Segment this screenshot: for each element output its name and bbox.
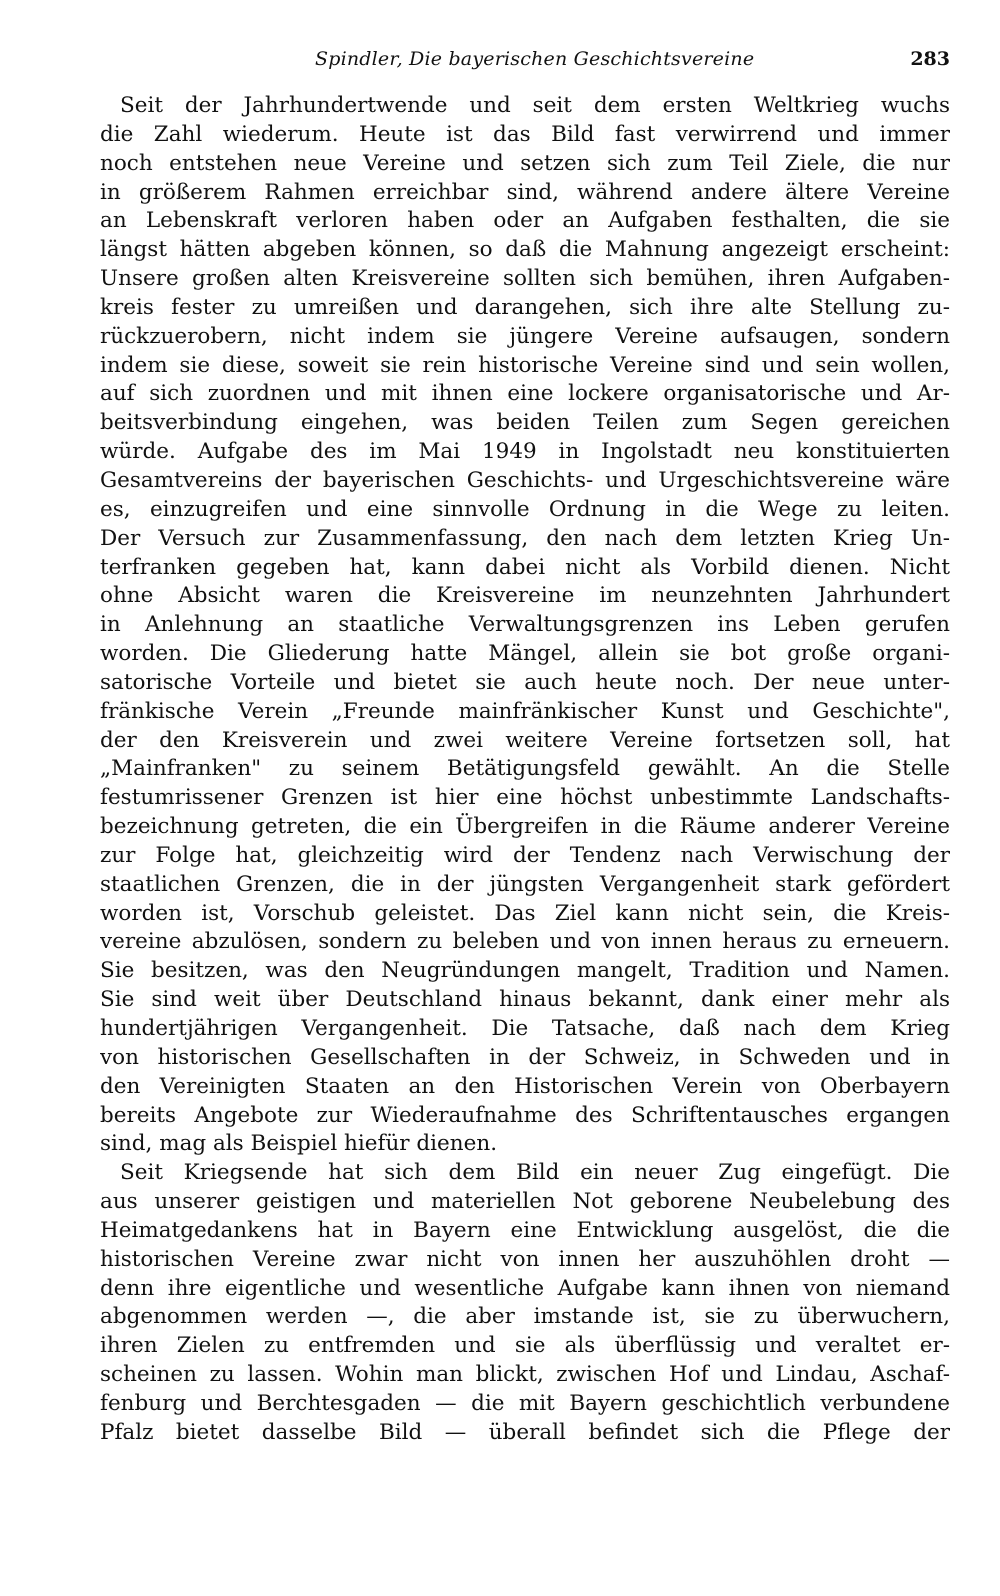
- text-line: bezeichnung getreten, die ein Übergreifen in die Räume anderer Vereine: [100, 814, 950, 840]
- text-line: abgenommen werden —, die aber imstande ist, sie zu überwuchern,: [100, 1304, 950, 1330]
- text-line: hundertjährigen Vergangenheit. Die Tatsache, daß nach dem Krieg: [100, 1016, 950, 1041]
- text-line: „Mainfranken" zu seinem Betätigungsfeld gewählt. An die Stelle: [100, 756, 950, 782]
- body-text: [100, 92, 950, 1448]
- running-head: [100, 48, 950, 78]
- text-line: Der Versuch zur Zusammenfassung, den nach dem letzten Krieg Un-: [100, 525, 950, 551]
- text-line: kreis fester zu umreißen und darangehen, sich ihre alte Stellung zu-: [100, 294, 950, 320]
- text-line: noch entstehen neue Vereine und setzen sich zum Teil Ziele, die nur: [100, 150, 950, 176]
- text-line: worden ist, Vorschub geleistet. Das Ziel kann nicht sein, die Kreis-: [100, 900, 950, 926]
- text-line: Gesamtvereins der bayerischen Geschichts- und Urgeschichtsvereine wäre: [100, 467, 950, 493]
- text-line: terfranken gegeben hat, kann dabei nicht als Vorbild dienen. Nicht: [100, 554, 950, 580]
- text-line: Unsere großen alten Kreisvereine sollten sich bemühen, ihren Aufgaben-: [100, 266, 950, 292]
- text-line: Pfalz bietet dasselbe Bild — überall befindet sich die Pflege der: [100, 1419, 950, 1445]
- text-line: Sie besitzen, was den Neugründungen mangelt, Tradition und Namen.: [100, 958, 950, 984]
- text-line: indem sie diese, soweit sie rein historische Vereine sind und sein wollen,: [100, 352, 950, 378]
- text-line: Sie sind weit über Deutschland hinaus bekannt, dank einer mehr als: [100, 987, 950, 1013]
- text-line: beitsverbindung eingehen, was beiden Teilen zum Segen gereichen: [100, 410, 950, 436]
- text-line: in größerem Rahmen erreichbar sind, während andere ältere Vereine: [100, 179, 950, 205]
- text-line: Seit der Jahrhundertwende und seit dem ersten Weltkrieg wuchs: [120, 93, 950, 118]
- text-line: Heimatgedankens hat in Bayern eine Entwicklung ausgelöst, die die: [100, 1217, 950, 1243]
- text-line: sind, mag als Beispiel hiefür dienen.: [100, 1131, 498, 1157]
- text-line: auf sich zuordnen und mit ihnen eine lockere organisatorische und Ar-: [100, 381, 950, 407]
- text-line: vereine abzulösen, sondern zu beleben und von innen heraus zu erneuern.: [100, 929, 950, 955]
- text-line: ohne Absicht waren die Kreisvereine im neunzehnten Jahrhundert: [100, 583, 950, 609]
- text-line: die Zahl wiederum. Heute ist das Bild fast verwirrend und immer: [100, 121, 950, 147]
- text-line: satorische Vorteile und bietet sie auch heute noch. Der neue unter-: [100, 669, 950, 695]
- text-line: würde. Aufgabe des im Mai 1949 in Ingolstadt neu konstituierten: [100, 439, 950, 465]
- text-line: der den Kreisverein und zwei weitere Vereine fortsetzen soll, hat: [100, 727, 950, 753]
- text-line: staatlichen Grenzen, die in der jüngsten Vergangenheit stark gefördert: [100, 871, 950, 897]
- text-line: denn ihre eigentliche und wesentliche Aufgabe kann ihnen von niemand: [100, 1275, 950, 1301]
- running-title: Spindler, Die bayerischen Geschichtsvereine: [315, 48, 755, 70]
- text-line: fenburg und Berchtesgaden — die mit Bayern geschichtlich verbundene: [100, 1390, 950, 1416]
- text-line: worden. Die Gliederung hatte Mängel, allein sie bot große organi-: [100, 641, 950, 667]
- text-line: ihren Zielen zu entfremden und sie als überflüssig und veraltet er-: [100, 1333, 950, 1359]
- page-number: 283: [910, 48, 950, 70]
- text-line: in Anlehnung an staatliche Verwaltungsgrenzen ins Leben gerufen: [100, 612, 950, 638]
- text-line: bereits Angebote zur Wiederaufnahme des Schriftentausches ergangen: [100, 1102, 950, 1128]
- text-line: festumrissener Grenzen ist hier eine höchst unbestimmte Landschafts-: [100, 785, 950, 811]
- text-line: Seit Kriegsende hat sich dem Bild ein neuer Zug eingefügt. Die: [120, 1160, 950, 1186]
- text-line: zur Folge hat, gleichzeitig wird der Tendenz nach Verwischung der: [100, 842, 950, 868]
- text-line: aus unserer geistigen und materiellen Not geborene Neubelebung des: [100, 1189, 950, 1215]
- text-line: historischen Vereine zwar nicht von innen her auszuhöhlen droht —: [100, 1246, 950, 1272]
- text-line: rückzuerobern, nicht indem sie jüngere Vereine aufsaugen, sondern: [100, 323, 950, 349]
- text-line: scheinen zu lassen. Wohin man blickt, zwischen Hof und Lindau, Aschaf-: [100, 1362, 950, 1388]
- text-line: an Lebenskraft verloren haben oder an Aufgaben festhalten, die sie: [100, 208, 950, 234]
- text-line: es, einzugreifen und eine sinnvolle Ordnung in die Wege zu leiten.: [100, 496, 950, 522]
- text-line: fränkische Verein „Freunde mainfränkischer Kunst und Geschichte",: [100, 698, 950, 724]
- text-line: längst hätten abgeben können, so daß die Mahnung angezeigt erscheint:: [100, 237, 950, 263]
- text-line: den Vereinigten Staaten an den Historischen Verein von Oberbayern: [100, 1073, 950, 1099]
- text-line: von historischen Gesellschaften in der Schweiz, in Schweden und in: [100, 1044, 950, 1070]
